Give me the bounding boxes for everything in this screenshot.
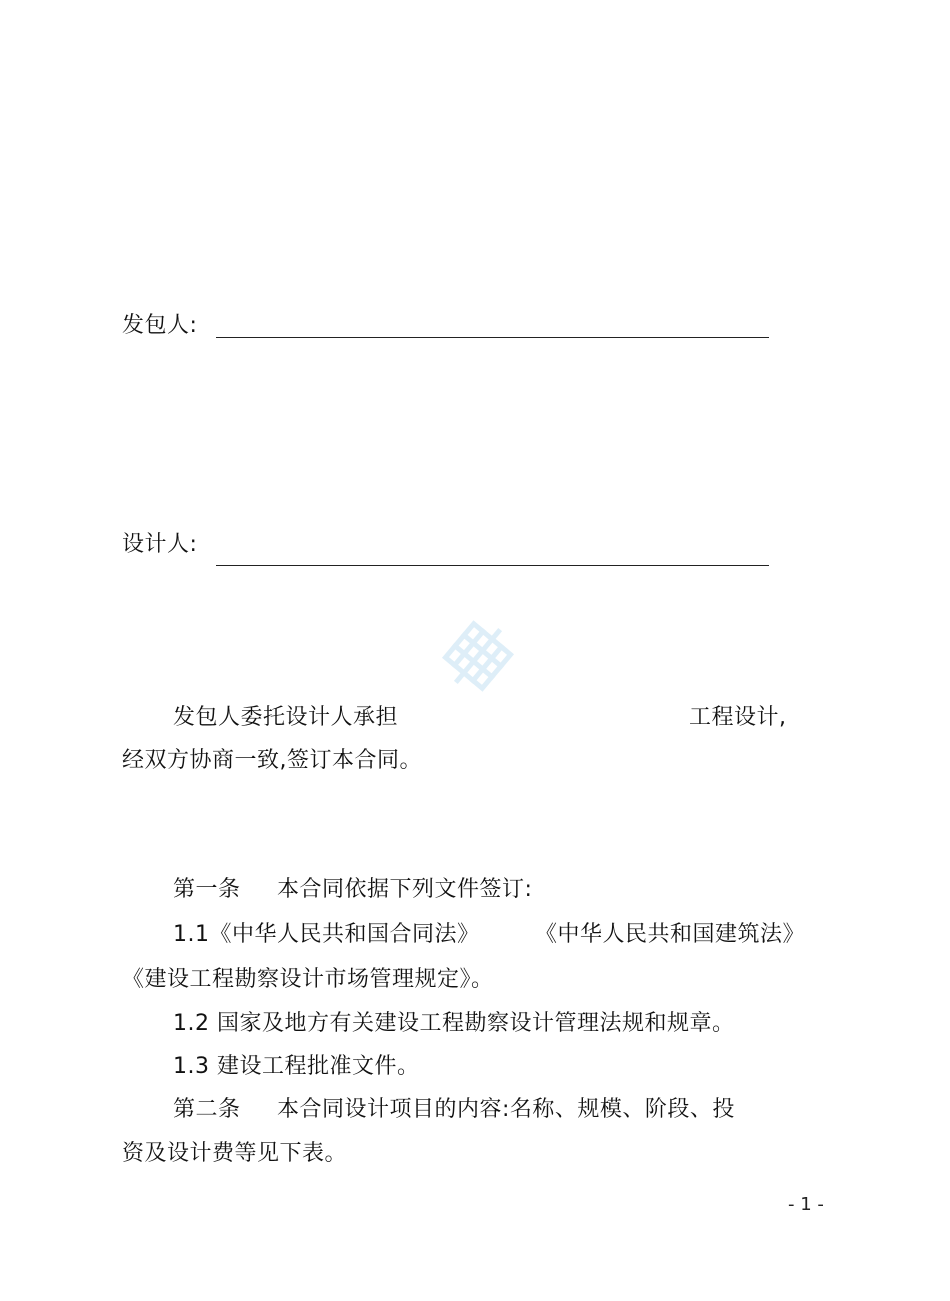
- designer-name-line: [216, 565, 769, 566]
- intro-line2: 经双方协商一致,签订本合同。: [122, 748, 422, 773]
- item-1-1-part1: 1.1《中华人民共和国合同法》: [173, 922, 480, 947]
- client-label: 发包人:: [122, 313, 198, 338]
- article2-text: 本合同设计项目的内容:名称、规模、阶段、投: [277, 1097, 735, 1122]
- article2-title: 第二条: [173, 1097, 241, 1122]
- item-1-1-line2: 《建设工程勘察设计市场管理规定》。: [122, 967, 494, 992]
- article2-line2: 资及设计费等见下表。: [122, 1141, 348, 1166]
- item-1-3: 1.3 建设工程批准文件。: [173, 1054, 420, 1079]
- intro-line1-part1: 发包人委托设计人承担: [173, 705, 399, 730]
- item-1-2: 1.2 国家及地方有关建设工程勘察设计管理法规和规章。: [173, 1011, 735, 1036]
- item-1-1-part2: 《中华人民共和国建筑法》: [535, 922, 806, 947]
- article1-text: 本合同依据下列文件签订:: [277, 877, 533, 902]
- page-number: - 1 -: [788, 1194, 824, 1215]
- article1-title: 第一条: [173, 877, 241, 902]
- client-name-line: [216, 337, 769, 338]
- intro-line1-part2: 工程设计,: [689, 705, 787, 730]
- watermark-logo: [427, 605, 528, 706]
- designer-label: 设计人:: [122, 532, 198, 557]
